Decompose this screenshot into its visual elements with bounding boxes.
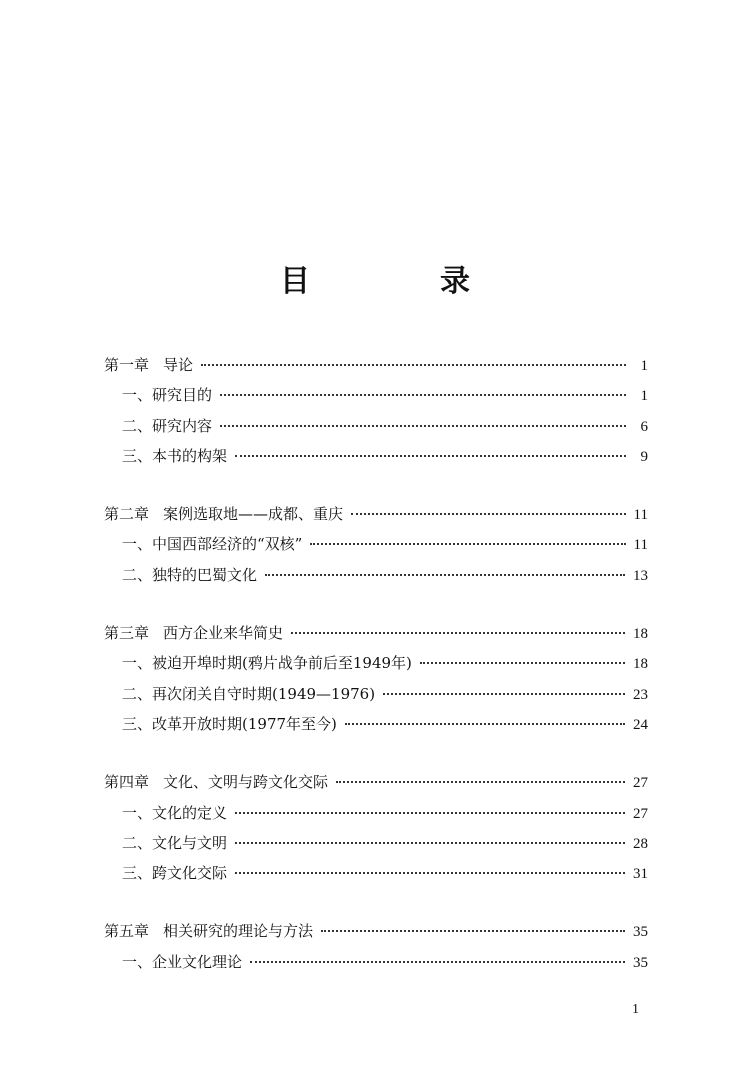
dot-leader <box>265 574 625 576</box>
chapter-number: 第五章 <box>104 922 150 941</box>
chapter-block-2 <box>104 499 648 590</box>
chapter-title: 相关研究的理论与方法 <box>163 922 314 941</box>
section-entry[interactable] <box>104 709 648 739</box>
footer-page-number: 1 <box>632 1002 639 1017</box>
section-title: 一、文化的定义 <box>122 803 228 822</box>
section-entry[interactable] <box>104 828 648 858</box>
section-title: 二、独特的巴蜀文化 <box>122 565 258 584</box>
page-number: 24 <box>633 716 648 733</box>
chapter-number: 第二章 <box>104 505 150 524</box>
table-of-contents <box>104 350 648 1005</box>
page-number: 11 <box>633 507 648 524</box>
chapter-title: 案例选取地——成都、重庆 <box>163 505 344 524</box>
page-number: 18 <box>633 626 648 643</box>
section-title: 三、改革开放时期(1977年至今) <box>122 714 337 733</box>
chapter-entry[interactable] <box>104 767 648 797</box>
chapter-entry[interactable] <box>104 350 648 380</box>
page-number: 27 <box>633 775 648 792</box>
dot-leader <box>383 693 625 695</box>
dot-leader <box>420 662 625 664</box>
section-title: 一、研究目的 <box>122 386 213 405</box>
section-title: 三、本书的构架 <box>122 446 228 465</box>
dot-leader <box>235 872 625 874</box>
page-number: 35 <box>633 924 648 941</box>
chapter-block-5 <box>104 916 648 977</box>
page-number: 1 <box>640 358 648 374</box>
page-number: 9 <box>640 448 648 465</box>
page-number: 31 <box>633 866 648 883</box>
section-entry[interactable] <box>104 858 648 888</box>
page-number: 35 <box>633 954 648 971</box>
section-title: 一、企业文化理论 <box>122 952 243 971</box>
chapter-title: 西方企业来华简史 <box>163 624 284 643</box>
dot-leader <box>250 961 625 963</box>
chapter-block-3 <box>104 618 648 739</box>
section-title: 二、研究内容 <box>122 416 213 435</box>
page-number: 1 <box>640 388 648 405</box>
section-title: 三、跨文化交际 <box>122 864 228 883</box>
section-title: 二、文化与文明 <box>122 833 228 852</box>
chapter-number: 第一章 <box>104 356 150 374</box>
dot-leader <box>235 812 625 814</box>
chapter-block-1 <box>104 350 648 471</box>
section-title: 一、被迫开埠时期(鸦片战争前后至1949年) <box>122 654 412 673</box>
section-title: 二、再次闭关自守时期(1949—1976) <box>122 684 376 703</box>
dot-leader <box>201 364 626 366</box>
page-title: 目 录 <box>280 264 520 299</box>
page-number: 28 <box>633 835 648 852</box>
section-entry[interactable] <box>104 798 648 828</box>
page-number: 27 <box>633 805 648 822</box>
chapter-entry[interactable] <box>104 916 648 946</box>
page-number: 11 <box>633 537 648 554</box>
section-entry[interactable] <box>104 441 648 471</box>
dot-leader <box>345 723 625 725</box>
chapter-title: 导论 <box>163 356 194 374</box>
section-entry[interactable] <box>104 380 648 410</box>
chapter-block-4 <box>104 767 648 888</box>
dot-leader <box>235 842 625 844</box>
dot-leader <box>351 513 626 515</box>
chapter-number: 第三章 <box>104 624 150 643</box>
page-number: 23 <box>633 686 648 703</box>
section-entry[interactable] <box>104 947 648 977</box>
dot-leader <box>291 632 625 634</box>
dot-leader <box>235 455 626 457</box>
section-entry[interactable] <box>104 560 648 590</box>
page-number: 6 <box>640 418 648 435</box>
dot-leader <box>321 930 625 932</box>
section-entry[interactable] <box>104 679 648 709</box>
dot-leader <box>336 781 625 783</box>
chapter-number: 第四章 <box>104 773 150 792</box>
section-title: 一、中国西部经济的“双核” <box>122 535 303 554</box>
page-number: 18 <box>633 656 648 673</box>
chapter-entry[interactable] <box>104 499 648 529</box>
dot-leader <box>310 543 625 545</box>
dot-leader <box>220 394 626 396</box>
chapter-title: 文化、文明与跨文化交际 <box>163 773 329 792</box>
section-entry[interactable] <box>104 529 648 559</box>
chapter-entry[interactable] <box>104 618 648 648</box>
page-number: 13 <box>633 567 648 584</box>
dot-leader <box>220 425 626 427</box>
section-entry[interactable] <box>104 648 648 678</box>
section-entry[interactable] <box>104 411 648 441</box>
